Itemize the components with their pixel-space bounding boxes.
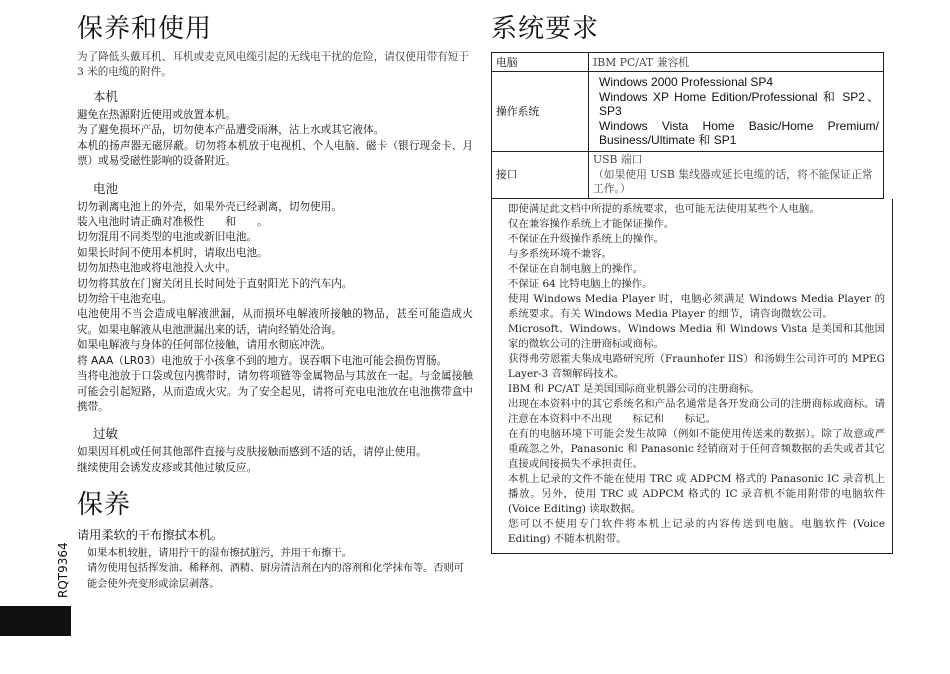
battery-para: 切勿混用不同类型的电池或新旧电池。 <box>77 231 258 244</box>
note-item: 在有的电脑环境下可能会发生故障（例如不能使用传送来的数据）。除了故意或严重疏忽之外，Panasonic 和 Panasonic 经销商对于任何音频数据的丢失或者其它直接或间接损失不承担责任。 <box>508 427 885 470</box>
unit-section-title: 本机 <box>93 89 119 104</box>
notes-box <box>491 199 893 554</box>
table-row <box>492 53 884 72</box>
document-code-text: RQT9364 <box>56 542 70 598</box>
note-item: 不保证在自制电脑上的操作。 <box>508 262 644 275</box>
allergy-para: 如果因耳机或任何其他部件直接与皮肤接触而感到不适的话，请停止使用。 <box>77 446 427 459</box>
battery-section-title: 电池 <box>93 180 119 196</box>
note-item: 本机上记录的文件不能在使用 TRC 或 ADPCM 格式的 Panasonic IC 录音机上播放。另外，使用 TRC 或 ADPCM 格式的 IC 录音机不能用附带的电脑软件 (Voice Editing) 读取数据。 <box>508 472 885 515</box>
note-item: Microsoft、Windows、Windows Media 和 Windows Vista 是美国和其他国家的微软公司的注册商标或商标。 <box>508 322 885 350</box>
battery-para: 电池使用不当会造成电解液泄漏，从而损坏电解液所接触的物品，甚至可能造成火灾。如果电解液从电池泄漏出来的话，请向经销处洽询。 <box>77 308 473 336</box>
unit-para: 为了避免损坏产品，切勿使本产品遭受雨淋，沾上水或其它液体。 <box>77 124 385 137</box>
table-row <box>492 151 884 198</box>
battery-para: 装入电池时请正确对准极性 和 。 <box>77 216 268 229</box>
os-line: Windows Vista Home Basic/Home Premium/ Business/Ultimate 和 SP1 <box>599 118 879 148</box>
allergy-section-title: 过敏 <box>93 426 119 442</box>
note-item: 获得弗劳恩霍夫集成电路研究所（Fraunhofer IIS）和汤姆生公司许可的 MPEG Layer-3 音频解码技术。 <box>508 352 885 380</box>
interface-value-line: USB 端口 <box>593 152 643 166</box>
intro-text: 为了降低头戴耳机、耳机或麦克风电缆引起的无线电干扰的危险，请仅使用带有短于 3 米的电缆的附件。 <box>77 51 469 78</box>
battery-para: 切勿加热电池或将电池投入火中。 <box>77 262 236 275</box>
maintenance-item: 如果本机较脏，请用拧干的湿布擦拭脏污，并用干布擦干。 <box>87 548 352 560</box>
note-item: IBM 和 PC/AT 是美国国际商业机器公司的注册商标。 <box>508 382 760 395</box>
unit-para: 避免在热源附近使用或放置本机。 <box>77 109 236 121</box>
system-requirements-title: 系统要求 <box>491 14 600 44</box>
requirements-table <box>491 52 884 199</box>
battery-para: 当将电池放于口袋或包内携带时，请勿将项链等金属物品与其放在一起。与金属接触可能会引起短路，从而造成火灾。为了安全起见，请将可充电电池放在电池携带盒中携带。 <box>77 370 473 413</box>
os-label: 操作系统 <box>492 72 589 152</box>
maintenance-item: 请勿使用包括挥发油、稀释剂、酒精、厨房清洁剂在内的溶剂和化学抹布等。否则可能会使外壳变形或涂层剥落。 <box>87 563 464 590</box>
allergy-para: 继续使用会诱发皮疹或其他过敏反应。 <box>77 461 258 474</box>
unit-para: 本机的扬声器无磁屏蔽。切勿将本机放于电视机、个人电脑、磁卡（银行现金卡、月票）或易受磁性影响的设备附近。 <box>77 139 473 168</box>
maintenance-subtitle: 请用柔软的干布擦拭本机。 <box>77 528 224 543</box>
battery-para: 切勿将其放在门窗关闭且长时间处于直射阳光下的汽车内。 <box>77 277 353 290</box>
maintenance-title: 保养 <box>77 490 132 521</box>
note-item: 与多系统环境不兼容。 <box>508 247 612 260</box>
interface-value <box>589 151 884 198</box>
note-item: 您可以不使用专门软件将本机上记录的内容传送到电脑。电脑软件 (Voice Editing) 不随本机附带。 <box>508 517 885 545</box>
note-item: 仅在兼容操作系统上才能保证操作。 <box>508 217 675 230</box>
os-value <box>589 72 884 152</box>
note-item: 即使满足此文档中所提的系统要求，也可能无法使用某些个人电脑。 <box>508 202 820 215</box>
document-code <box>52 542 78 608</box>
battery-para: 如果长时间不使用本机时，请取出电池。 <box>77 246 268 259</box>
interface-label: 接口 <box>492 151 589 198</box>
note-item: 出现在本资料中的其它系统名和产品名通常是各开发商公司的注册商标或商标。请注意在本资料中不出现 标记和 标记。 <box>508 397 885 425</box>
table-row <box>492 72 884 152</box>
left-column <box>77 12 473 592</box>
note-item: 不保证 64 比特电脑上的操作。 <box>508 277 653 290</box>
right-column <box>491 12 884 554</box>
os-line: Windows XP Home Edition/Professional 和 SP2、SP3 <box>599 89 879 119</box>
pc-value: IBM PC/AT 兼容机 <box>589 53 884 72</box>
page-edge-tab <box>0 606 71 636</box>
battery-para: 如果电解液与身体的任何部位接触，请用水彻底冲洗。 <box>77 339 332 352</box>
note-item: 使用 Windows Media Player 时，电脑必须满足 Windows Media Player 的系统要求。有关 Windows Media Player 的细节，请咨询微软公司。 <box>508 292 885 320</box>
os-line: Windows 2000 Professional SP4 <box>599 75 774 89</box>
battery-para: 切勿给干电池充电。 <box>77 293 173 306</box>
pc-label: 电脑 <box>492 53 589 72</box>
battery-para: 切勿剥离电池上的外壳，如果外壳已经剥离，切勿使用。 <box>77 200 342 213</box>
battery-para: 将 AAA（LR03）电池放于小孩拿不到的地方。误吞咽下电池可能会损伤胃肠。 <box>77 354 448 367</box>
note-item: 不保证在升级操作系统上的操作。 <box>508 232 664 245</box>
care-title: 保养和使用 <box>77 14 213 44</box>
interface-value-note: （如果使用 USB 集线器或延长电缆的话，将不能保证正常工作。） <box>593 167 873 196</box>
